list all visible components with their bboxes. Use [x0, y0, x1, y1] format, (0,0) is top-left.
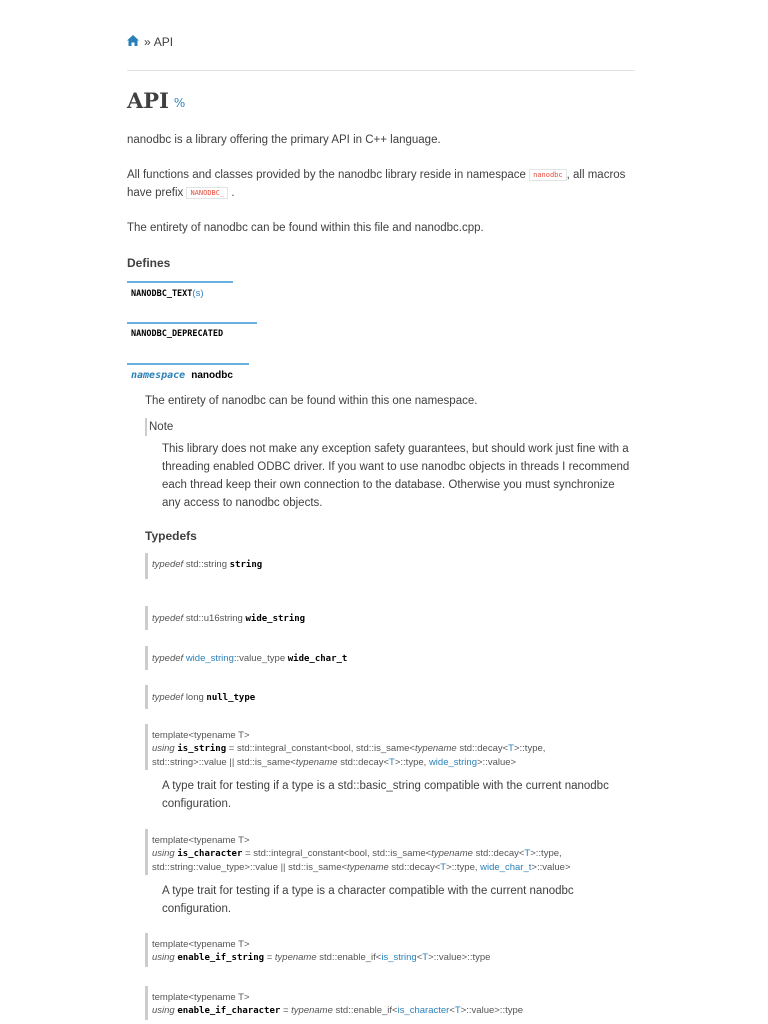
template-line: template<typename T>: [152, 939, 250, 950]
is-string-name: is_string: [177, 744, 227, 754]
typedef-null-type[interactable]: [145, 685, 642, 709]
breadcrumb-separator: »: [144, 35, 151, 49]
enable-if-character-b: std::enable_if<: [335, 1005, 398, 1016]
wide-char-t-link[interactable]: wide_char_t: [480, 862, 532, 873]
intro-p2-text-c: have prefix: [127, 187, 184, 199]
enable-if-string-b: std::enable_if<: [319, 952, 382, 963]
using-keyword: using: [152, 743, 175, 754]
is-string-description: [162, 777, 632, 813]
typedef-wide-char-t[interactable]: [145, 646, 642, 670]
intro-paragraph-1: nanodbc is a library offering the primary API in C++ language.: [127, 134, 441, 146]
intro-paragraph-3: The entirety of nanodbc can be found within this file and nanodbc.cpp.: [127, 222, 484, 234]
typedefs-heading: Typedefs: [145, 529, 197, 543]
enable-if-character-c: <: [449, 1005, 455, 1016]
is-string-l2b: std::decay<: [340, 757, 390, 768]
is-character-l1b: std::decay<: [475, 848, 525, 859]
using-keyword: using: [152, 848, 175, 859]
alias-is-character[interactable]: [145, 829, 642, 875]
template-param-link[interactable]: T: [524, 848, 531, 859]
is-character-line-2: [152, 861, 642, 874]
typedef-null-type-type: long: [185, 692, 204, 703]
alias-enable-if-character[interactable]: [145, 986, 642, 1020]
note-body: [145, 440, 635, 512]
intro-p2-text-d: .: [231, 187, 235, 199]
enable-if-character-eq: =: [282, 1005, 289, 1016]
typedef-wide-string-type: std::u16string: [185, 613, 243, 624]
is-character-l2e: >::value>: [531, 862, 571, 873]
enable-if-character-line: [152, 1004, 642, 1018]
define-nanodbc-deprecated-name: NANODBC_DEPRECATED: [131, 329, 224, 339]
template-param-link[interactable]: T: [422, 952, 429, 963]
template-param-link[interactable]: T: [389, 757, 395, 768]
breadcrumb: [127, 35, 173, 49]
page-title: [127, 88, 185, 113]
home-icon: [127, 35, 139, 46]
note-line-3: each thread keep their own connection to the database. Otherwise you must synchronize: [162, 479, 615, 491]
typedef-keyword: typedef: [152, 653, 184, 664]
typename-keyword: typename: [431, 848, 473, 859]
enable-if-character-name: enable_if_character: [177, 1006, 281, 1016]
namespace-name: nanodbc: [191, 370, 233, 381]
using-keyword: using: [152, 952, 175, 963]
header-divider: [127, 70, 635, 71]
is-string-line-1: [152, 742, 642, 756]
is-character-l1: = std::integral_constant<bool, std::is_same<: [245, 848, 432, 859]
template-line: template<typename T>: [152, 730, 250, 741]
is-string-line-2: [152, 756, 642, 769]
wide-string-link[interactable]: wide_string: [428, 757, 477, 768]
page-title-text: API: [127, 88, 169, 113]
template-line: template<typename T>: [152, 835, 250, 846]
typedef-wide-char-name: wide_char_t: [287, 654, 348, 664]
typename-keyword: typename: [295, 757, 338, 768]
is-string-l2a: std::string>::value || std::is_same<: [152, 757, 296, 768]
note-line-1: This library does not make any exception safety guarantees, but should work just fine with a: [162, 443, 629, 455]
define-nanodbc-text-name: NANODBC_TEXT: [131, 289, 193, 299]
enable-if-character-d: >::value>::type: [460, 1005, 524, 1016]
template-param-link[interactable]: T: [508, 743, 514, 754]
namespace-description: The entirety of nanodbc can be found within this one namespace.: [145, 395, 478, 407]
alias-enable-if-string[interactable]: [145, 933, 642, 967]
defines-heading: Defines: [127, 256, 171, 270]
is-string-l1: = std::integral_constant<bool, std::is_same<: [228, 743, 415, 754]
enable-if-string-c: <: [416, 952, 423, 963]
note-title: Note: [145, 418, 635, 436]
namespace-keyword: namespace: [131, 370, 186, 381]
is-character-desc-1: A type trait for testing if a type is a character compatible with the current nanodbc: [162, 885, 574, 897]
typedef-keyword: typedef: [152, 559, 184, 570]
is-character-link[interactable]: is_character: [397, 1005, 450, 1016]
is-character-l1d: >::type,: [530, 848, 562, 859]
is-character-l2b: std::decay<: [391, 862, 441, 873]
is-character-name: is_character: [177, 849, 243, 859]
is-character-desc-2: configuration.: [162, 903, 232, 915]
enable-if-string-line: [152, 951, 642, 965]
is-string-l1b: std::decay<: [459, 743, 509, 754]
is-character-l2d: >::type,: [446, 862, 478, 873]
template-param-link[interactable]: T: [440, 862, 447, 873]
typedef-null-type-name: null_type: [206, 693, 256, 703]
is-character-line-1: [152, 847, 642, 861]
alias-is-string[interactable]: [145, 724, 642, 770]
typedef-wide-string[interactable]: [145, 606, 642, 630]
typedef-wide-string-name: wide_string: [245, 614, 306, 624]
define-nanodbc-text[interactable]: [127, 281, 233, 306]
template-param-link[interactable]: T: [454, 1005, 461, 1016]
typedef-keyword: typedef: [152, 613, 184, 624]
breadcrumb-current: API: [153, 35, 174, 49]
typename-keyword: typename: [414, 743, 457, 754]
using-keyword: using: [152, 1005, 175, 1016]
typedef-wide-char-type: ::value_type: [233, 653, 286, 664]
namespace-signature[interactable]: [127, 363, 249, 388]
intro-p2-text-b: , all macros: [566, 169, 626, 181]
intro-p2-text-a: All functions and classes provided by the nanodbc library reside in namespace: [127, 169, 526, 181]
enable-if-string-name: enable_if_string: [177, 953, 265, 963]
intro-paragraph-2: [127, 166, 637, 202]
typename-keyword: typename: [291, 1005, 333, 1016]
is-character-l2a: std::string::value_type>::value || std::is_same<: [152, 862, 348, 873]
is-string-link[interactable]: is_string: [381, 952, 417, 963]
note-admonition: [145, 418, 635, 512]
is-string-desc-2: configuration.: [162, 798, 232, 810]
namespace-code-literal: nanodbc: [529, 169, 567, 181]
typedef-keyword: typedef: [152, 692, 184, 703]
wide-string-link[interactable]: wide_string: [185, 653, 234, 664]
template-line: template<typename T>: [152, 992, 250, 1003]
typedef-string[interactable]: [145, 553, 642, 579]
macro-prefix-code-literal: NANODBC_: [186, 187, 228, 199]
enable-if-string-d: >::value>::type: [428, 952, 491, 963]
enable-if-string-eq: =: [266, 952, 273, 963]
is-string-l2e: >::value>: [477, 757, 517, 768]
is-string-l1d: >::type,: [513, 743, 546, 754]
home-link[interactable]: [127, 35, 144, 49]
is-character-description: [162, 882, 632, 918]
typename-keyword: typename: [274, 952, 317, 963]
typedef-string-type: std::string: [185, 559, 227, 570]
is-string-l2d: >::type,: [394, 757, 427, 768]
note-line-2: threading enabled ODBC driver. If you want to use nanodbc objects in threads I recommend: [162, 461, 630, 473]
permalink-icon[interactable]: %: [173, 95, 186, 110]
typename-keyword: typename: [347, 862, 389, 873]
define-nanodbc-deprecated[interactable]: [127, 322, 257, 347]
typedef-string-name: string: [229, 560, 263, 570]
is-string-desc-1: A type trait for testing if a type is a std::basic_string compatible with the current nanodbc: [162, 780, 609, 792]
define-nanodbc-text-param: (s): [192, 288, 204, 299]
note-line-4: any access to nanodbc objects.: [162, 497, 323, 509]
